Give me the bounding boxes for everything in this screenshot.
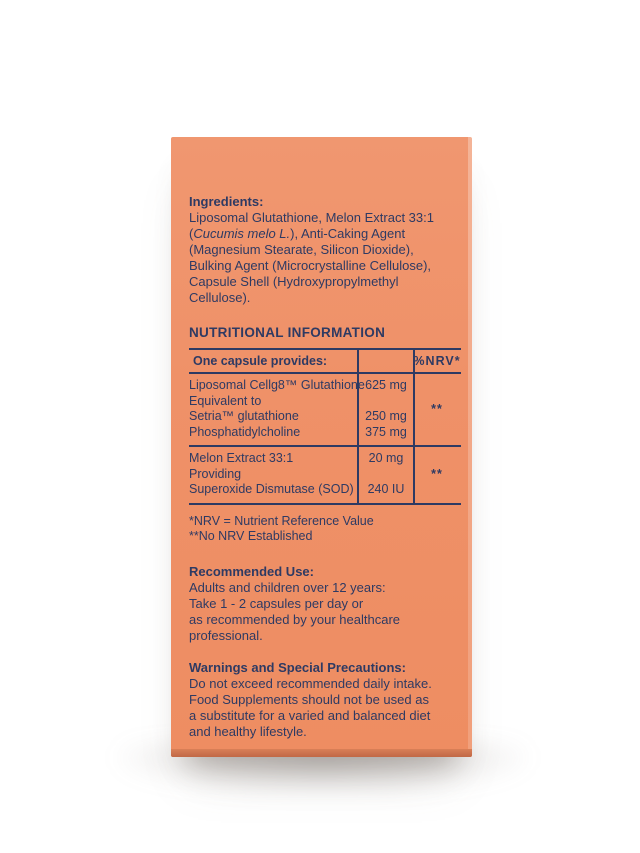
recommended-use-line: Adults and children over 12 years: xyxy=(189,579,386,595)
ingredients-heading: Ingredients: xyxy=(189,194,264,209)
nrv-value: ** xyxy=(413,374,459,445)
nutrient-amount-line xyxy=(359,467,413,483)
nutrient-amount-line: 20 mg xyxy=(368,451,404,465)
table-header-row xyxy=(189,350,461,374)
nutrient-name-line: Superoxide Dismutase (SOD) xyxy=(189,482,354,496)
nutrient-amount-line xyxy=(359,394,413,410)
nutrient-name-line: Liposomal Cellg8™ Glutathione xyxy=(189,378,365,392)
table-header-nrv: %NRV* xyxy=(413,350,459,372)
nutrient-name-cell xyxy=(189,447,357,503)
recommended-use-line: as recommended by your healthcare xyxy=(189,611,401,627)
recommended-use-heading: Recommended Use: xyxy=(189,563,314,579)
warnings-section xyxy=(189,660,458,740)
ingredients-line: (Magnesium Stearate, Silicon Dioxide), xyxy=(189,242,414,257)
table-header-provides: One capsule provides: xyxy=(193,354,328,368)
ingredients-paren-open: ( xyxy=(189,226,194,241)
ingredients-line: Bulking Agent (Microcrystalline Cellulose), xyxy=(189,258,432,273)
nutrient-amount-line: 375 mg xyxy=(365,424,407,439)
nutrient-name-line: Melon Extract 33:1 xyxy=(189,451,294,465)
ingredients-line: Liposomal Glutathione, Melon Extract 33:1 xyxy=(189,210,434,225)
table-header-amount xyxy=(357,350,413,372)
product-box-back-panel xyxy=(171,137,472,757)
nutrient-name-line: Providing xyxy=(189,466,242,481)
nutrient-name-line: Equivalent to xyxy=(189,393,262,408)
table-row-glutathione xyxy=(189,374,461,445)
nutrient-name-line: Phosphatidylcholine xyxy=(189,424,301,439)
nutrient-name-line: Setria™ glutathione xyxy=(189,409,299,423)
nutrient-amount-cell xyxy=(357,447,413,503)
recommended-use-line: Take 1 - 2 capsules per day or xyxy=(189,595,364,611)
nrv-footnote-definition: *NRV = Nutrient Reference Value xyxy=(189,513,374,528)
nutrient-amount-line: 240 IU xyxy=(367,482,405,496)
table-row-melon-extract xyxy=(189,445,461,503)
warnings-heading: Warnings and Special Precautions: xyxy=(189,659,406,675)
ingredients-line xyxy=(189,226,458,242)
warnings-line: Do not exceed recommended daily intake. xyxy=(189,675,432,691)
ingredients-line: Cellulose). xyxy=(189,290,251,305)
ingredients-line: Capsule Shell (Hydroxypropylmethyl xyxy=(189,274,399,289)
latin-name: Cucumis melo L. xyxy=(193,226,291,241)
nrv-footnote-established: **No NRV Established xyxy=(189,528,313,543)
nutrient-name-cell xyxy=(189,374,365,445)
nutrient-amount-line: 625 mg xyxy=(365,378,407,392)
warnings-line: and healthy lifestyle. xyxy=(189,723,307,739)
warnings-line: Food Supplements should not be used as xyxy=(189,691,429,707)
recommended-use-section xyxy=(189,564,458,644)
nutrition-table xyxy=(189,348,461,505)
nutrient-amount-line: 250 mg xyxy=(365,409,407,423)
ingredients-line-rest: ), Anti-Caking Agent xyxy=(290,226,406,241)
recommended-use-line: professional. xyxy=(189,627,263,643)
label-content xyxy=(171,137,472,757)
nutrition-heading: NUTRITIONAL INFORMATION xyxy=(189,325,386,340)
ingredients-section xyxy=(189,194,458,306)
nutrient-amount-cell xyxy=(357,374,413,445)
nrv-value: ** xyxy=(413,447,459,503)
warnings-line: a substitute for a varied and balanced diet xyxy=(189,707,431,723)
nrv-footnotes xyxy=(189,514,458,544)
